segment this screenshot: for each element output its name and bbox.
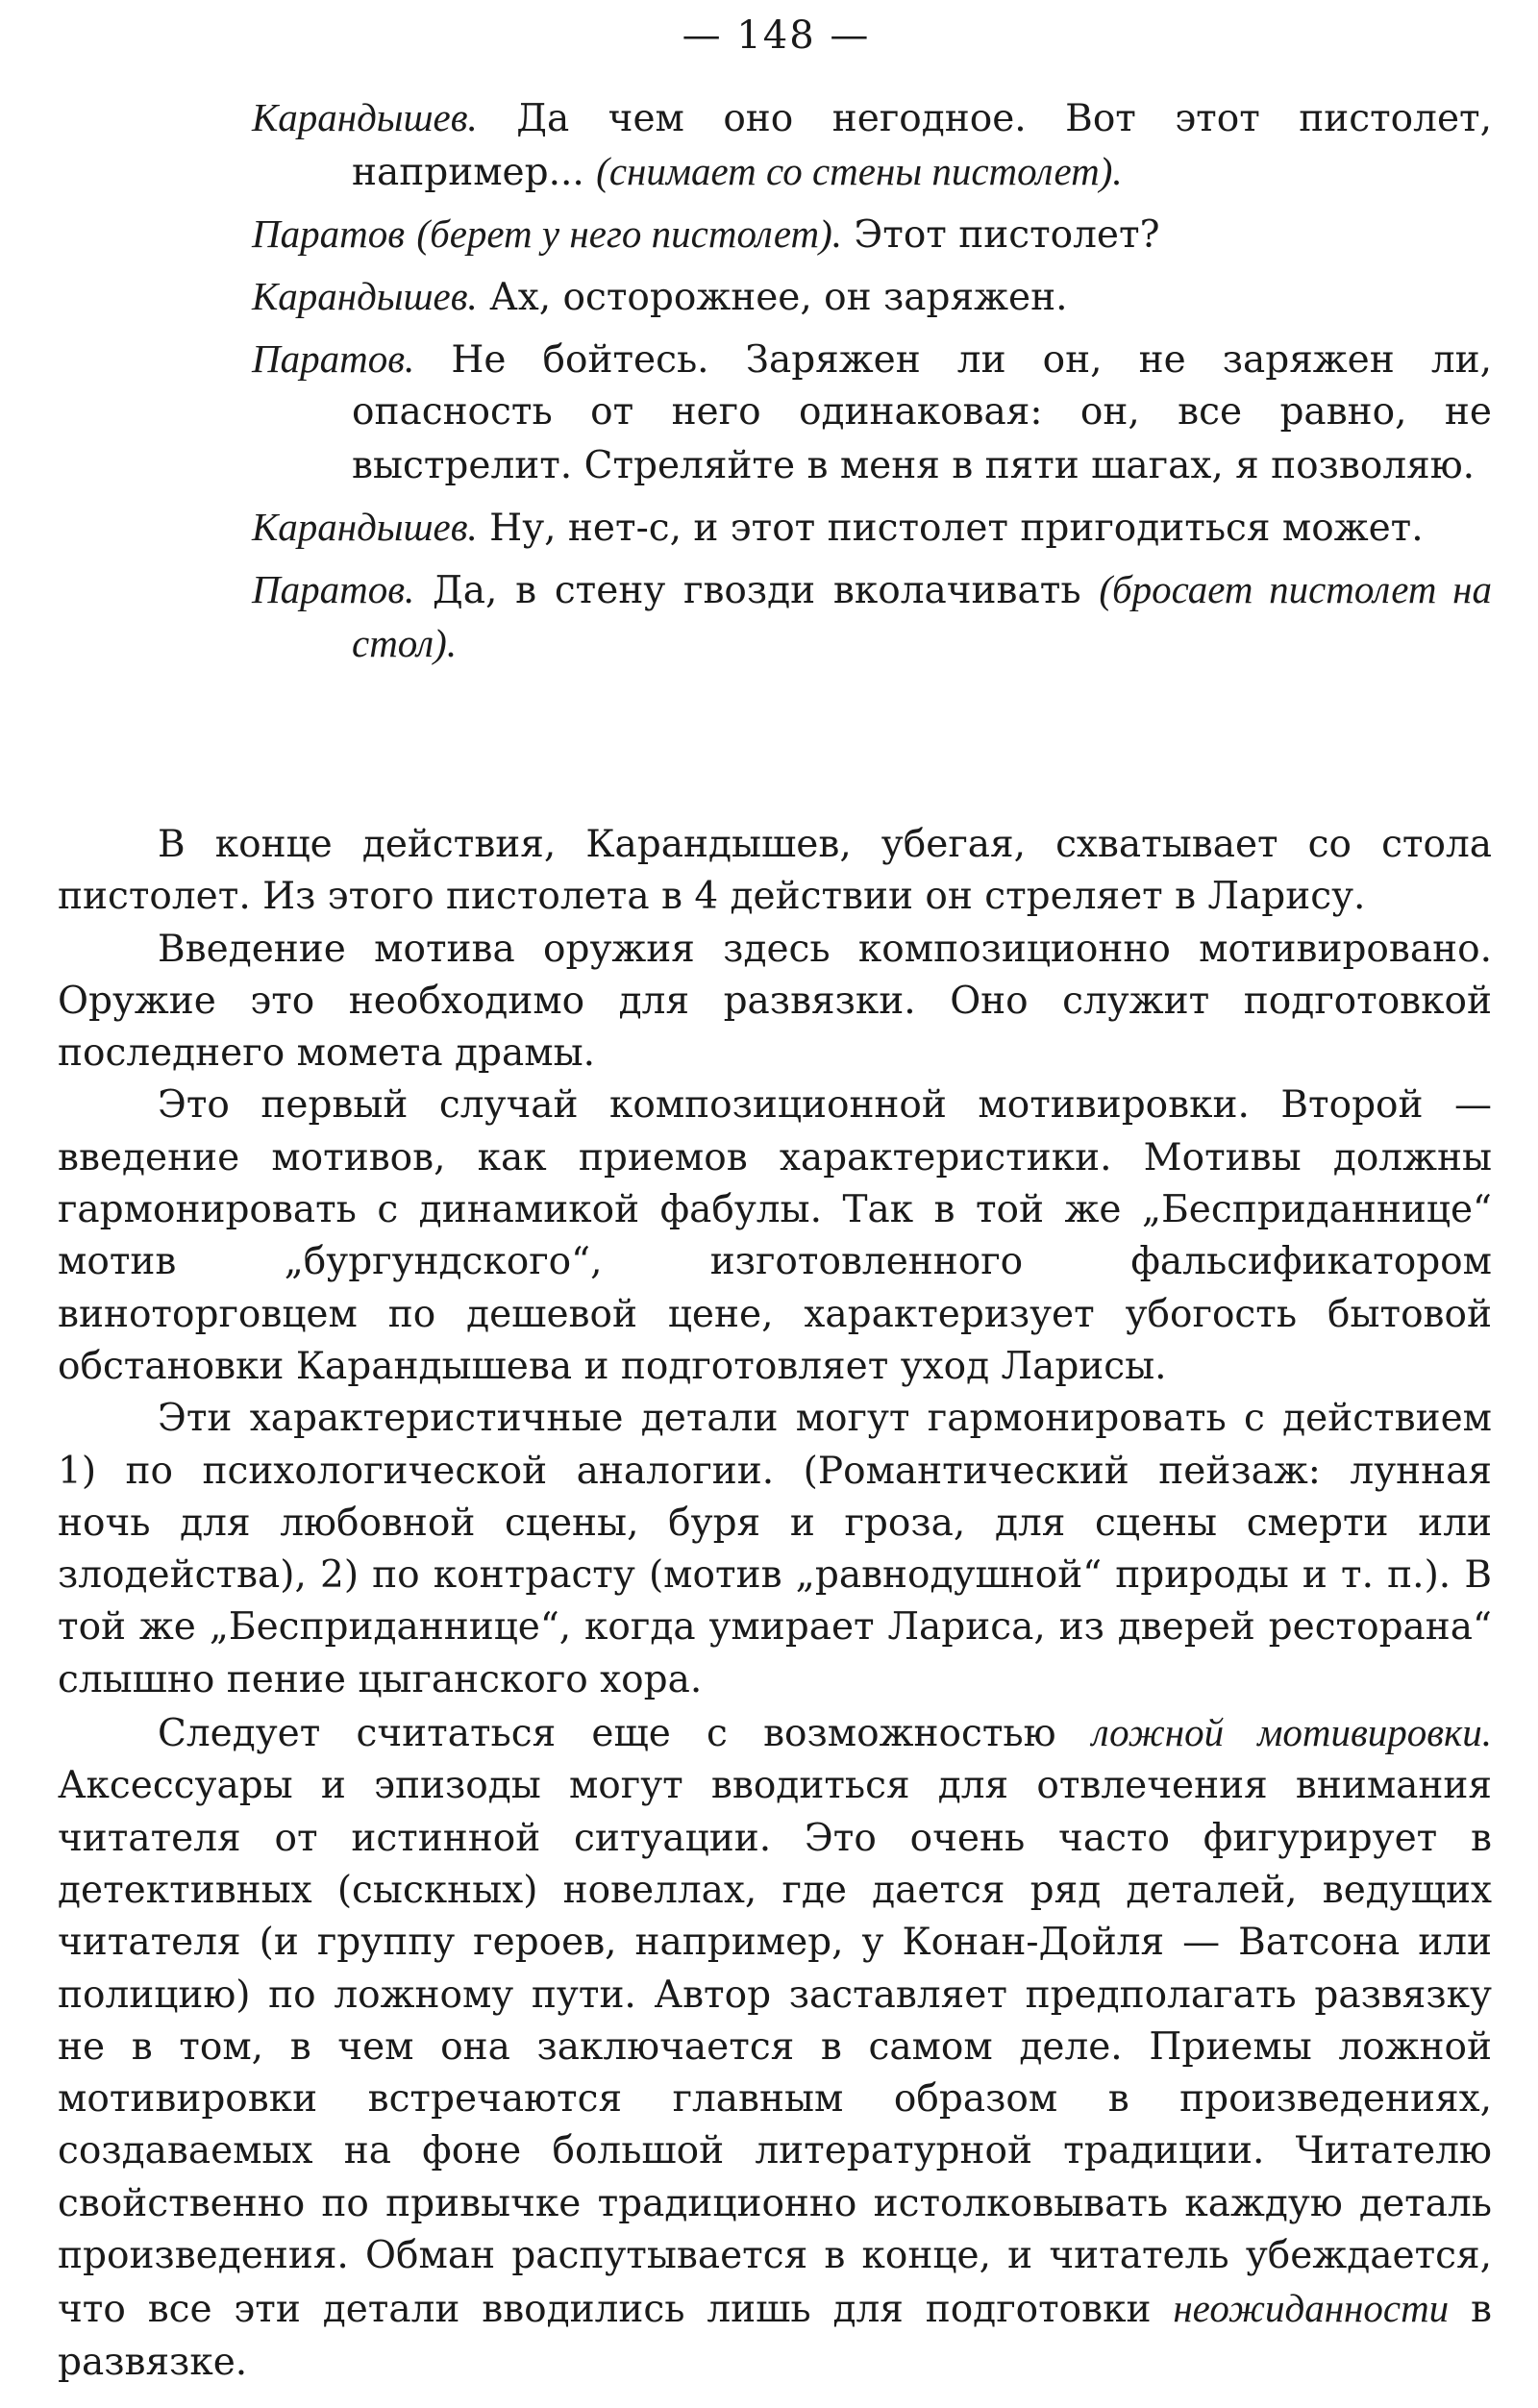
paragraph-text: Следует считаться еще с возможностью: [158, 1712, 1092, 1756]
dialogue-line: [252, 501, 1492, 555]
dialogue-line: [252, 208, 1492, 261]
speaker-name: Карандышев.: [252, 274, 478, 318]
speaker-name: Карандышев.: [252, 505, 478, 549]
emphasized-term: ложной мотивировки.: [1091, 1710, 1492, 1755]
speaker-name: Паратов: [252, 211, 406, 256]
paragraph: [58, 1706, 1492, 2389]
speech-text: Ну, нет-с, и этот пистолет пригодиться может.: [477, 507, 1424, 550]
speech-text: Да, в стену гвозди вколачивать: [414, 569, 1100, 612]
dialogue-line: [252, 333, 1492, 492]
speaker-name: Паратов.: [252, 336, 415, 381]
dialogue-line: [252, 270, 1492, 324]
speaker-name: Паратов.: [252, 567, 415, 611]
stage-direction: (снимает со стены пистолет).: [596, 149, 1123, 193]
speech-text: Не бойтесь. Заряжен ли он, не заряжен ли, опасность от него одинаковая: он, все равно, не выстрелит. Стреляйте в меня в пяти шагах, я позволяю.: [352, 338, 1492, 487]
emphasized-term: неожиданности: [1173, 2286, 1450, 2331]
speaker-name: Карандышев.: [252, 95, 478, 139]
paragraph: Это первый случай композиционной мотивировки. Второй — введение мотивов, как приемов характеристики. Мотивы должны гармонировать с динамикой фабулы. Так в той же „Бесприданнице“ мотив „бургундского“, изготовленного фальсификатором виноторговцем по дешевой цене, характеризует убогость бытовой обстановки Карандышева и подготовляет уход Ларисы.: [58, 1083, 1492, 1388]
paragraph-text: в развязке.: [58, 2288, 1492, 2384]
speech-text: Ах, осторожнее, он заряжен.: [477, 276, 1068, 319]
body-text: [58, 819, 1492, 2389]
paragraph: В конце действия, Карандышев, убегая, схватывает со стола пистолет. Из этого пистолета в 4 действии он стреляет в Ларису.: [58, 823, 1492, 919]
dialogue-excerpt: [252, 91, 1492, 680]
paragraph: Эти характеристичные детали могут гармонировать с действием 1) по психологической аналогии. (Романтический пейзаж: лунная ночь для любовной сцены, буря и гроза, для сцены смерти или злодейства), 2) по контрасту (мотив „равнодушной“ природы и т. п.). В той же „Бесприданнице“, когда умирает Лариса, из дверей ресторана“ слышно пение цыганского хора.: [58, 1397, 1492, 1701]
speech-text: Да чем оно негодное. Вот этот пистолет, например...: [352, 97, 1492, 194]
page-number: — 148 —: [682, 13, 871, 58]
stage-direction: (бросает пистолет на стол).: [352, 567, 1492, 665]
stage-direction: (берет у него пистолет).: [416, 211, 842, 256]
book-page: [58, 0, 1495, 2408]
speech-text-after: Этот пистолет?: [842, 213, 1160, 257]
paragraph-text: Аксессуары и эпизоды могут вводиться для отвлечения внимания читателя от истинной ситуации. Это очень часто фигурирует в детективных (сыскных) новеллах, где дается ряд деталей, ведущих читателя (и группу героев, например, у Конан-Дойля — Ватсона или полицию) по ложному пути. Автор заставляет предполагать развязку не в том, в чем она заключается в самом деле. Приемы ложной мотивировки встречаются главным образом в произведениях, создаваемых на фоне большой литературной традиции. Читателю свойственно по привычке традиционно истолковывать каждую деталь произведения. Обман распутывается в конце, и читатель убеждается, что все эти детали вводились лишь для подготовки: [58, 1764, 1492, 2332]
speech-text: [405, 213, 416, 257]
paragraph: Введение мотива оружия здесь композиционно мотивировано. Оружие это необходимо для развязки. Оно служит подготовкой последнего момета драмы.: [58, 927, 1492, 1076]
dialogue-line: [252, 91, 1492, 199]
dialogue-line: [252, 563, 1492, 671]
